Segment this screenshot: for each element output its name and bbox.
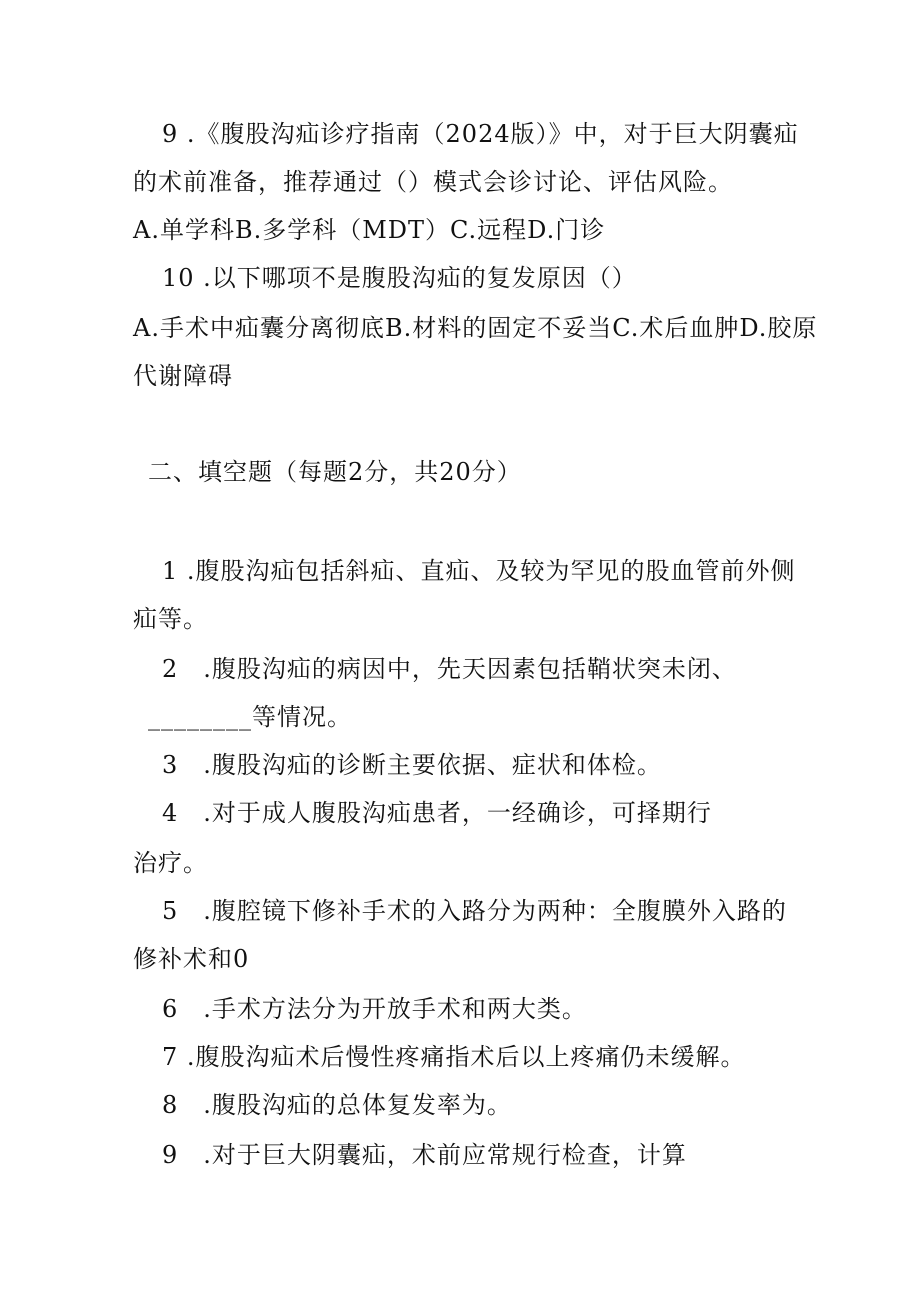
- fill-q4-line-1: 4 .对于成人腹股沟疝患者，一经确诊，可择期行: [162, 799, 712, 827]
- fill-q2-line-1: 2 .腹股沟疝的病因中，先天因素包括鞘状突未闭、: [162, 655, 737, 683]
- fill-q1-line-1: 1 .腹股沟疝包括斜疝、直疝、及较为罕见的股血管前外侧: [162, 557, 796, 585]
- fill-q5-line-2: 修补术和0: [133, 945, 250, 973]
- fill-q5-line-1: 5 .腹腔镜下修补手术的入路分为两种：全腹膜外入路的: [162, 897, 787, 925]
- fill-q8-line: 8 .腹股沟疝的总体复发率为。: [162, 1091, 512, 1119]
- q9-line-1: 9 .《腹股沟疝诊疗指南（2024版）》中，对于巨大阴囊疝: [162, 120, 799, 148]
- q10-options-line-1: A.手术中疝囊分离彻底B.材料的固定不妥当C.术后血肿D.胶原: [133, 314, 818, 342]
- q10-options-line-2: 代谢障碍: [133, 362, 233, 390]
- q9-line-2: 的术前准备，推荐通过（）模式会诊讨论、评估风险。: [133, 168, 733, 196]
- q9-options: A.单学科B.多学科（MDT）C.远程D.门诊: [133, 216, 606, 244]
- fill-q9-line: 9 .对于巨大阴囊疝，术前应常规行检查，计算: [162, 1141, 687, 1169]
- q10-line: 10 .以下哪项不是腹股沟疝的复发原因（）: [162, 264, 637, 292]
- fill-q6-line: 6 .手术方法分为开放手术和两大类。: [162, 995, 587, 1023]
- fill-q7-line: 7 .腹股沟疝术后慢性疼痛指术后以上疼痛仍未缓解。: [162, 1043, 746, 1071]
- fill-q4-line-2: 治疗。: [133, 849, 208, 877]
- fill-q2-line-2: ________等情况。: [148, 703, 352, 731]
- fill-q1-line-2: 疝等。: [133, 605, 208, 633]
- fill-q3-line: 3 .腹股沟疝的诊断主要依据、症状和体检。: [162, 751, 662, 779]
- section-heading: 二、填空题（每题2分，共20分）: [148, 458, 522, 486]
